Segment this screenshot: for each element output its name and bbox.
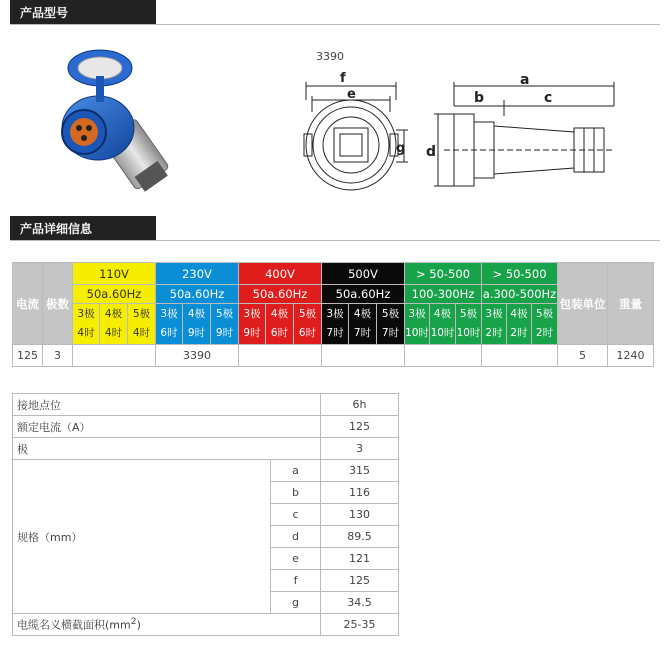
pole-hour-cell: 3极 7时	[322, 304, 349, 345]
label-dimensions: 规格（mm）	[13, 460, 271, 614]
value-pole: 3	[321, 438, 399, 460]
header-package: 包装单位	[558, 263, 608, 345]
group-voltage: 230V	[156, 263, 239, 285]
model-code-text: 3390	[316, 50, 344, 63]
cell-weight: 1240	[608, 345, 654, 367]
pole-hour-cell: 4极 10时	[430, 304, 456, 345]
group-voltage: 400V	[239, 263, 322, 285]
table-row	[13, 460, 399, 482]
dim-key: g	[271, 592, 321, 614]
group-voltage: > 50-500	[405, 263, 482, 285]
dim-value: 116	[321, 482, 399, 504]
pole-hour-cell: 4极 7时	[349, 304, 377, 345]
group-frequency: a.300-500Hz	[482, 285, 558, 304]
group-voltage: 500V	[322, 263, 405, 285]
pole-hour-cell: 5极 4时	[128, 304, 156, 345]
product-image	[40, 46, 190, 196]
header-current: 电流	[13, 263, 43, 345]
pole-hour-cell: 5极 10时	[456, 304, 482, 345]
dimension-table	[12, 393, 399, 636]
dim-value: 89.5	[321, 526, 399, 548]
pole-hour-cell: 4极 2时	[507, 304, 532, 345]
pole-hour-cell: 3极 2时	[482, 304, 507, 345]
table-row	[13, 614, 399, 636]
dim-label-b: b	[474, 90, 485, 106]
pole-hour-cell: 3极 10时	[405, 304, 430, 345]
cell-package: 5	[558, 345, 608, 367]
front-view-drawing	[296, 70, 410, 192]
table-row	[13, 438, 399, 460]
group-frequency: 50a.60Hz	[73, 285, 156, 304]
cell-poles: 3	[43, 345, 73, 367]
value-ground: 6h	[321, 394, 399, 416]
group-frequency: 100-300Hz	[405, 285, 482, 304]
dim-label-e: e	[347, 87, 356, 102]
pole-hour-cell: 3极 6时	[156, 304, 183, 345]
cell-empty	[482, 345, 558, 367]
group-frequency: 50a.60Hz	[239, 285, 322, 304]
cell-current: 125	[13, 345, 43, 367]
pole-hour-cell: 3极 4时	[73, 304, 100, 345]
dim-key: d	[271, 526, 321, 548]
dim-label-a: a	[520, 76, 530, 88]
section-divider	[10, 24, 660, 25]
pole-hour-cell: 5极 9时	[211, 304, 239, 345]
pole-hour-cell: 5极 6时	[294, 304, 322, 345]
label-rated-current: 额定电流（A）	[13, 416, 321, 438]
section-header-model	[10, 0, 156, 25]
table-row	[13, 345, 654, 367]
group-frequency: 50a.60Hz	[322, 285, 405, 304]
section-divider	[10, 240, 660, 241]
cell-code: 3390	[156, 345, 239, 367]
pole-hour-cell: 4极 9时	[183, 304, 211, 345]
value-cable-area: 25-35	[321, 614, 399, 636]
spec-table	[12, 262, 654, 367]
label-cable-area: 电缆名义横截面积$(mm^2)$	[13, 614, 321, 636]
pole-hour-cell: 5极 2时	[532, 304, 558, 345]
dim-value: 34.5	[321, 592, 399, 614]
label-ground: 接地点位	[13, 394, 321, 416]
cell-empty	[322, 345, 405, 367]
cell-empty	[405, 345, 482, 367]
dim-key: e	[271, 548, 321, 570]
side-view-drawing	[424, 76, 620, 194]
dim-value: 130	[321, 504, 399, 526]
model-code	[316, 50, 344, 63]
dim-label-f: f	[340, 71, 346, 86]
dim-key: f	[271, 570, 321, 592]
dim-label-c: c	[544, 90, 553, 106]
group-frequency: 50a.60Hz	[156, 285, 239, 304]
header-poles: 极数	[43, 263, 73, 345]
label-pole: 极	[13, 438, 321, 460]
pole-hour-cell: 4极 4时	[100, 304, 128, 345]
value-rated-current: 125	[321, 416, 399, 438]
table-row	[13, 416, 399, 438]
cell-empty	[239, 345, 322, 367]
pole-hour-cell: 3极 9时	[239, 304, 266, 345]
dim-key: c	[271, 504, 321, 526]
dim-key: a	[271, 460, 321, 482]
group-voltage: > 50-500	[482, 263, 558, 285]
dim-value: 125	[321, 570, 399, 592]
dim-value: 121	[321, 548, 399, 570]
section-title: 产品型号	[20, 6, 69, 20]
dim-key: b	[271, 482, 321, 504]
header-weight: 重量	[608, 263, 654, 345]
pole-hour-cell: 4极 6时	[266, 304, 294, 345]
section-header-details	[10, 216, 156, 241]
dim-value: 315	[321, 460, 399, 482]
cell-empty	[73, 345, 156, 367]
table-row	[13, 394, 399, 416]
dim-label-d: d	[426, 144, 437, 160]
pole-hour-cell: 5极 7时	[377, 304, 405, 345]
dim-label-g: g	[396, 141, 406, 156]
section-title: 产品详细信息	[20, 222, 93, 236]
group-voltage: 110V	[73, 263, 156, 285]
